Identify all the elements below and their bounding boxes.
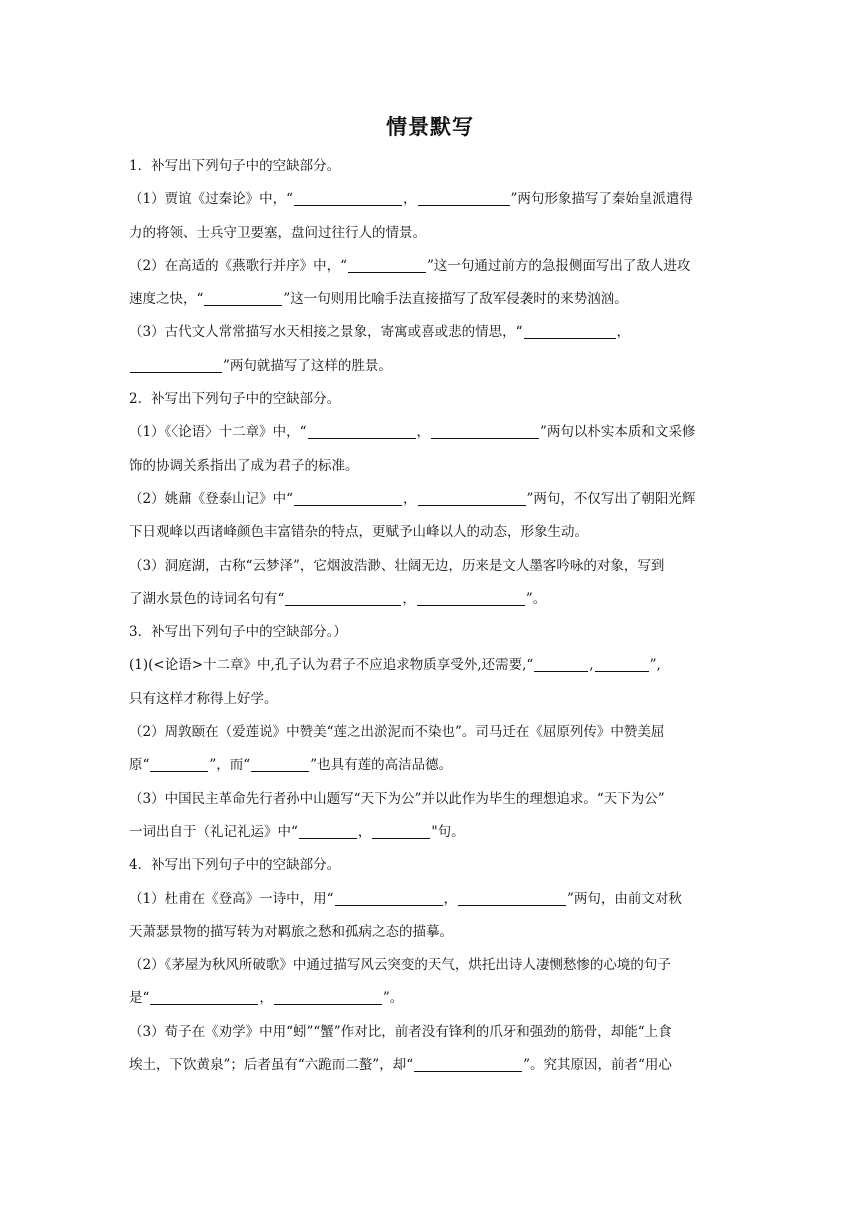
q4-heading: 4．补写出下列句子中的空缺部分。 xyxy=(129,857,341,874)
answer-blank[interactable] xyxy=(204,289,282,306)
q1-item-2-cont xyxy=(129,283,733,316)
q4-item-3-cont xyxy=(129,1049,733,1082)
q3-heading: 3．补写出下列句子中的空缺部分。） xyxy=(129,624,347,641)
q2-2-text-a: （2）姚鼐《登泰山记》中“ xyxy=(129,490,293,507)
q3-item-1-cont: 只有这样才称得上好学。 xyxy=(129,690,278,707)
answer-blank[interactable] xyxy=(251,755,309,772)
q2-item-3: （3）洞庭湖，古称“云梦泽”，它烟波浩渺、壮阔无边，历来是文人墨客吟咏的对象，写到 xyxy=(129,557,665,574)
q3-3-text-d: "句。 xyxy=(431,823,465,840)
q4-2-text-b: 是“ xyxy=(129,990,150,1007)
q1-2-text-c: 速度之快，“ xyxy=(129,291,204,308)
q2-item-3-cont xyxy=(129,583,733,616)
answer-blank[interactable] xyxy=(348,256,426,273)
q2-item-1 xyxy=(129,416,733,449)
answer-blank[interactable] xyxy=(130,356,222,373)
q4-1-text-a: （1）杜甫在《登高》一诗中，用“ xyxy=(129,890,334,907)
q1-item-1-cont: 力的将领、士兵守卫要塞，盘问过往行人的情景。 xyxy=(129,224,426,241)
q1-heading: 1．补写出下列句子中的空缺部分。 xyxy=(129,158,341,174)
q1-1-text-c: ”两句形象描写了秦始皇派遣得 xyxy=(510,191,693,208)
answer-blank[interactable] xyxy=(458,889,566,906)
q2-1-text-b: ， xyxy=(416,424,430,441)
q2-item-1-cont: 饰的协调关系指出了成为君子的标准。 xyxy=(129,457,359,474)
q2-3-text-b: 了湖水景色的诗词名句有“ xyxy=(129,590,285,607)
q1-3-text-a: （3）古代文人常常描写水天相接之景象，寄寓或喜或悲的情思，“ xyxy=(129,324,523,341)
answer-blank[interactable] xyxy=(150,988,258,1005)
answer-blank[interactable] xyxy=(294,489,402,506)
answer-blank[interactable] xyxy=(372,822,430,839)
answer-blank[interactable] xyxy=(418,189,510,206)
q1-item-1 xyxy=(129,183,733,216)
q1-2-text-d: ”这一句则用比喻手法直接描写了敌军侵袭时的来势汹汹。 xyxy=(283,291,628,308)
answer-blank[interactable] xyxy=(595,655,649,672)
answer-blank[interactable] xyxy=(431,422,539,439)
q3-item-3-cont xyxy=(129,816,733,849)
q4-1-text-b: ， xyxy=(443,890,457,907)
q3-2-text-c: ”，而“ xyxy=(209,757,251,774)
q3-2-text-b: 原“ xyxy=(129,757,150,774)
q1-1-text-a: （1）贾谊《过秦论》中，“ xyxy=(129,191,293,208)
q3-1-text-a: (1)(<论语>十二章》中,孔子认为君子不应追求物质享受外,还需要,“ xyxy=(129,657,534,674)
q4-item-2: （2）《茅屋为秋风所破歌》中通过描写风云突变的天气，烘托出诗人凄恻愁惨的心境的句子 xyxy=(129,957,671,974)
q3-1-text-b: , xyxy=(589,657,594,674)
answer-blank[interactable] xyxy=(335,889,443,906)
q1-1-text-b: ， xyxy=(403,191,417,208)
answer-blank[interactable] xyxy=(294,189,402,206)
q3-item-3: （3）中国民主革命先行者孙中山题写“天下为公”并以此作为毕生的理想追求。“天下为公” xyxy=(129,790,665,807)
q2-item-2 xyxy=(129,483,733,516)
answer-blank[interactable] xyxy=(524,322,616,339)
answer-blank[interactable] xyxy=(414,1055,522,1072)
q1-3-text-b: ， xyxy=(616,324,630,341)
q1-3-text-c: ”两句就描写了这样的胜景。 xyxy=(223,357,392,374)
q2-1-text-a: （1）《〈论语〉十二章》中，“ xyxy=(129,424,307,441)
answer-blank[interactable] xyxy=(308,422,416,439)
q2-3-text-c: ， xyxy=(402,590,416,607)
q3-item-1 xyxy=(129,649,733,682)
q2-2-text-b: ， xyxy=(403,490,417,507)
page-title: 情景默写 xyxy=(386,115,474,139)
q4-1-text-c: ”两句，由前文对秋 xyxy=(567,890,682,907)
q4-item-3: （3）荀子在《劝学》中用“蚓”“蟹”作对比，前者没有锋利的爪牙和强劲的筋骨，却能“上食 xyxy=(129,1023,672,1040)
answer-blank[interactable] xyxy=(274,988,382,1005)
q3-1-text-c: ”, xyxy=(649,657,661,674)
q1-item-3-cont xyxy=(129,350,733,383)
document-body xyxy=(129,150,733,1082)
q1-2-text-a: （2）在高适的《燕歌行并序》中，“ xyxy=(129,257,347,274)
answer-blank[interactable] xyxy=(299,822,357,839)
q4-item-1-cont: 天萧瑟景物的描写转为对羁旅之愁和孤病之态的描摹。 xyxy=(129,923,453,940)
q3-item-2-cont xyxy=(129,749,733,782)
q1-2-text-b: ”这一句通过前方的急报侧面写出了敌人进攻 xyxy=(427,257,691,274)
q4-3-text-c: ”。究其原因，前者“用心 xyxy=(523,1057,672,1074)
q3-3-text-c: ， xyxy=(357,823,372,840)
q2-heading: 2．补写出下列句子中的空缺部分。 xyxy=(129,391,341,408)
answer-blank[interactable] xyxy=(150,755,208,772)
answer-blank[interactable] xyxy=(417,589,525,606)
q1-item-3 xyxy=(129,316,733,349)
q2-2-text-c: ”两句，不仅写出了朝阳光辉 xyxy=(526,490,696,507)
q3-3-text-b: 一词出自于（礼记礼运》中“ xyxy=(129,823,298,840)
q3-2-text-d: ”也具有莲的高洁品德。 xyxy=(310,757,453,774)
q3-item-2: （2）周敦颐在（爱莲说》中赞美“莲之出淤泥而不染也”。司马迁在《屈原列传》中赞美屈 xyxy=(129,724,665,741)
q2-3-text-d: ”。 xyxy=(525,590,547,607)
q1-item-2 xyxy=(129,250,733,283)
answer-blank[interactable] xyxy=(418,489,526,506)
q4-item-2-cont xyxy=(129,982,733,1015)
q4-3-text-b: 埃土，下饮黄泉”；后者虽有“六跪而二螯”，却“ xyxy=(129,1057,414,1074)
q2-1-text-c: ”两句以朴实本质和文采修 xyxy=(540,424,696,441)
answer-blank[interactable] xyxy=(534,655,588,672)
q4-2-text-d: ”。 xyxy=(382,990,404,1007)
q4-item-1 xyxy=(129,883,733,916)
q2-item-2-cont: 下日观峰以西诸峰颜色丰富错杂的特点，更赋予山峰以人的动态，形象生动。 xyxy=(129,524,588,541)
answer-blank[interactable] xyxy=(285,589,401,606)
q4-2-text-c: ， xyxy=(259,990,273,1007)
